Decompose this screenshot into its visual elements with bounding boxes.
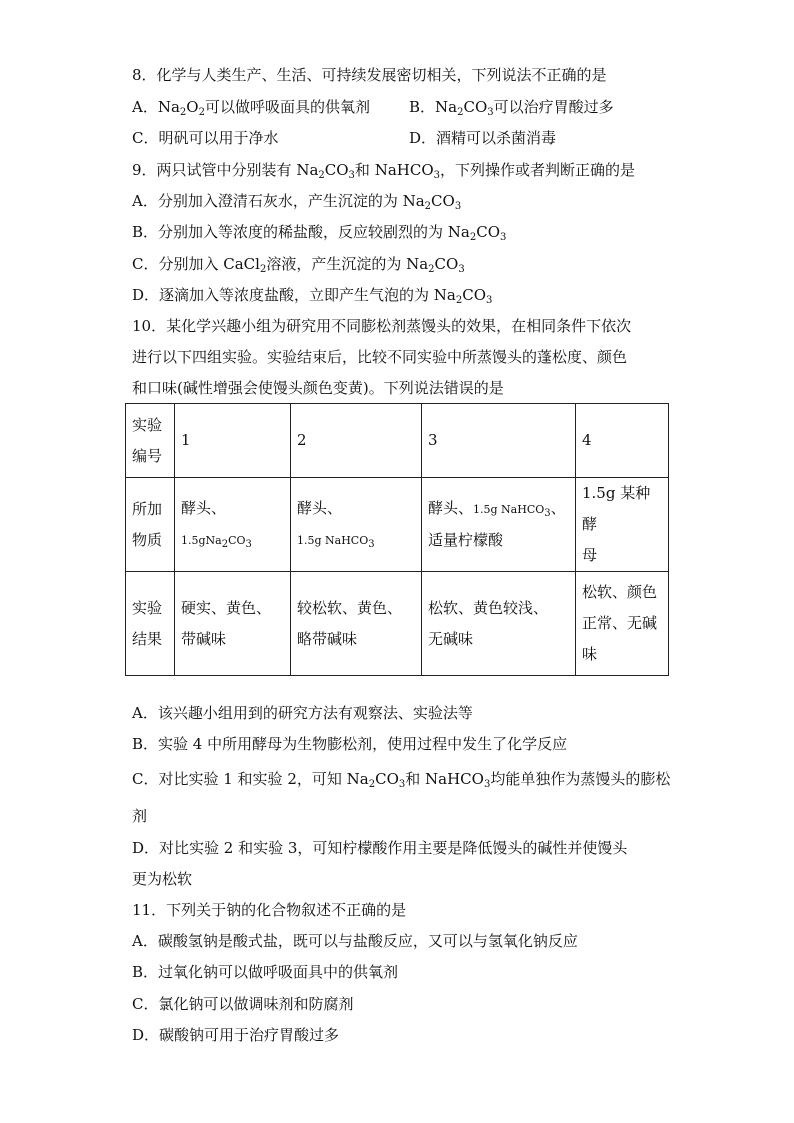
- table-cell: 3: [422, 404, 576, 478]
- q8-option-d: D．酒精可以杀菌消毒: [409, 129, 557, 147]
- table-cell: 2: [291, 404, 422, 478]
- q10-option-c: C．对比实验 1 和实验 2，可知 $Na_2CO_3$和 NaHCO$_3$均能单独作为蒸馒头的膨松: [132, 770, 671, 790]
- q9-option-c: C．分别加入 CaCl$_2$溶液，产生沉淀的为 $Na_2CO_3$: [132, 255, 465, 275]
- q8-option-c: C．明矾可以用于净水: [132, 129, 279, 147]
- q10-option-d: D．对比实验 2 和实验 3，可知柠檬酸作用主要是降低馒头的碱性并使馒头: [132, 839, 628, 857]
- q11-option-b: B．过氧化钠可以做呼吸面具中的供氧剂: [132, 963, 399, 981]
- table-cell: 酵头、 $1.5gNa_2CO_3$: [175, 478, 291, 572]
- q11-option-a: A．碳酸氢钠是酸式盐，既可以与盐酸反应，又可以与氢氧化钠反应: [132, 932, 578, 950]
- table-cell: 酵头、1.5g NaHCO$_3$、 适量柠檬酸: [422, 478, 576, 572]
- q10-option-a: A．该兴趣小组用到的研究方法有观察法、实验法等: [132, 704, 473, 722]
- q10-option-c-cont: 剂: [132, 807, 148, 825]
- table-cell: 硬实、黄色、 带碱味: [175, 572, 291, 676]
- table-cell: 松软、黄色较浅、 无碱味: [422, 572, 576, 676]
- table-row: [126, 404, 669, 478]
- table-cell: 松软、颜色 正常、无碱 味: [576, 572, 669, 676]
- table-cell: 酵头、 1.5g NaHCO$_3$: [291, 478, 422, 572]
- table-row: [126, 572, 669, 676]
- q10-stem-line3: 和口味(碱性增强会使馒头颜色变黄)。下列说法错误的是: [132, 379, 504, 397]
- table-header-cell: 实验 结果: [126, 572, 175, 676]
- q8-option-b: B．$Na_2CO_3$可以治疗胃酸过多: [409, 98, 614, 118]
- table-header-cell: 所加 物质: [126, 478, 175, 572]
- q11-option-d: D．碳酸钠可用于治疗胃酸过多: [132, 1026, 340, 1044]
- experiment-table: [125, 403, 669, 676]
- q9-option-d: D．逐滴加入等浓度盐酸，立即产生气泡的为 $Na_2CO_3$: [132, 286, 493, 306]
- q8-options-cd: [132, 128, 556, 148]
- table-cell: 较松软、黄色、 略带碱味: [291, 572, 422, 676]
- table-cell: 1.5g 某种酵 母: [576, 478, 669, 572]
- q10-option-d-cont: 更为松软: [132, 870, 193, 888]
- table-cell: 4: [576, 404, 669, 478]
- q9-option-b: B．分别加入等浓度的稀盐酸，反应较剧烈的为 $Na_2CO_3$: [132, 223, 507, 243]
- q11-option-c: C．氯化钠可以做调味剂和防腐剂: [132, 995, 354, 1013]
- table-row: [126, 478, 669, 572]
- q11-stem: 11．下列关于钠的化合物叙述不正确的是: [132, 901, 407, 919]
- q10-option-b: B．实验 4 中所用酵母为生物膨松剂，使用过程中发生了化学反应: [132, 735, 568, 753]
- q10-stem-line1: 10．某化学兴趣小组为研究用不同膨松剂蒸馒头的效果，在相同条件下依次: [132, 317, 632, 335]
- q9-option-a: A．分别加入澄清石灰水，产生沉淀的为 $Na_2CO_3$: [132, 192, 462, 212]
- q9-stem: 9．两只试管中分别装有 $Na_2CO_3$和 NaHCO$_3$，下列操作或者判断正确的是: [132, 161, 636, 181]
- q8-stem: 8．化学与人类生产、生活、可持续发展密切相关，下列说法不正确的是: [132, 66, 607, 84]
- table-header-cell: 实验 编号: [126, 404, 175, 478]
- q8-options-ab: [132, 97, 614, 117]
- q8-option-a: A．$Na_2O_2$可以做呼吸面具的供氧剂: [132, 98, 370, 118]
- q10-stem-line2: 进行以下四组实验。实验结束后，比较不同实验中所蒸馒头的蓬松度、颜色: [132, 348, 628, 366]
- table-cell: 1: [175, 404, 291, 478]
